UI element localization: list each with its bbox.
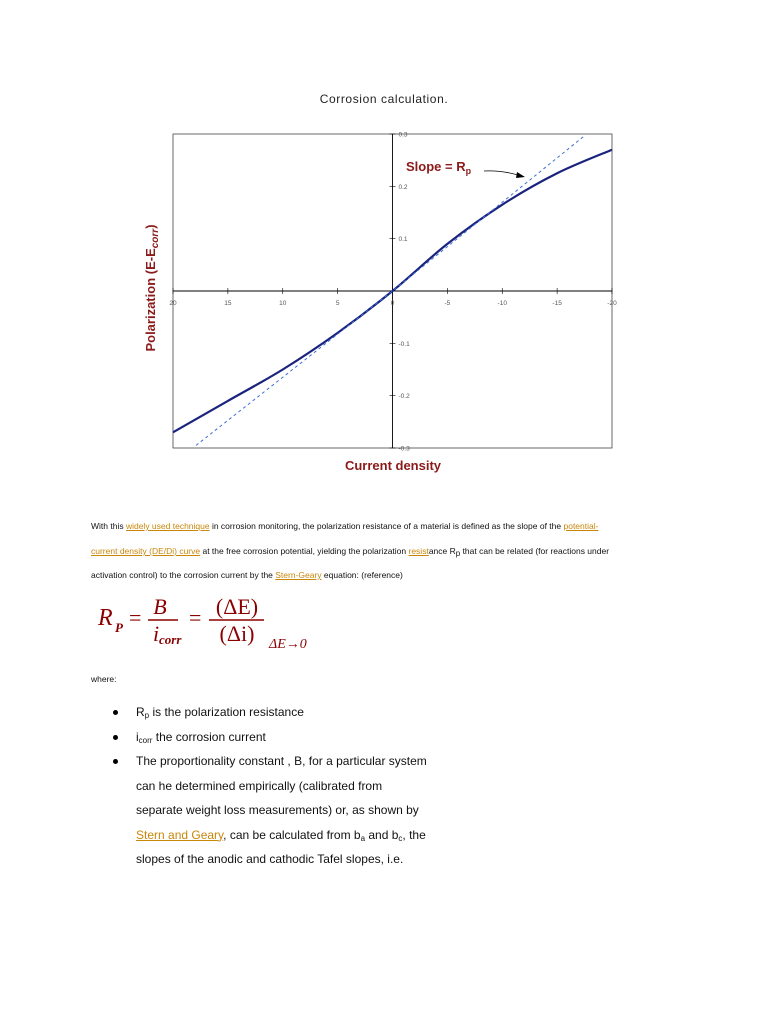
y-tick-label: -0.1 — [398, 340, 410, 348]
x-tick-label: 5 — [335, 300, 340, 307]
stern-and-geary-link[interactable]: Stern and Geary — [136, 827, 224, 842]
subscript: c — [398, 833, 403, 843]
x-tick-label: -10 — [497, 300, 507, 307]
where-label: where: — [91, 674, 117, 684]
svg-text:corr: corr — [159, 632, 182, 647]
bullet-dot — [113, 710, 118, 715]
paragraph-line-2 — [91, 538, 691, 565]
svg-text:=: = — [189, 605, 202, 630]
subscript: corr — [138, 735, 153, 745]
svg-text:B: B — [153, 594, 167, 619]
y-tick-label: -0.3 — [398, 445, 410, 453]
annotation-arrowhead — [516, 172, 525, 178]
list-item — [113, 700, 453, 725]
paragraph-line-1 — [91, 513, 691, 540]
y-axis-label: Polarization $(E-E_{corr})$ — [143, 224, 161, 352]
bullet-dot — [113, 735, 118, 740]
text-span: in corrosion monitoring, the polarization resistance of a material is defined as the slope of the — [209, 521, 564, 531]
subscript: p — [144, 711, 150, 720]
text-span: can he determined empirically (calibrated from — [136, 778, 383, 793]
slope-annotation: Slope = $R_p$ — [406, 159, 472, 176]
paragraph-line-3 — [91, 562, 691, 589]
x-tick-label: 0 — [390, 300, 395, 307]
text-span: With this — [91, 521, 126, 531]
text-span: is the polarization resistance — [149, 705, 304, 719]
svg-text:ΔE→0: ΔE→0 — [269, 637, 307, 652]
svg-text:(Δi): (Δi) — [219, 621, 255, 646]
text-span: , can be calculated from b — [223, 827, 361, 842]
potential-current-density-link-part1[interactable]: potential- — [563, 521, 599, 531]
svg-text:P: P — [115, 620, 123, 635]
svg-text:=: = — [129, 605, 142, 630]
text-span: The proportionality constant , B, for a particular system — [136, 754, 427, 768]
text-span: ance R — [428, 546, 456, 556]
y-tick-label: 0.1 — [398, 236, 408, 244]
x-tick-label: 10 — [279, 300, 287, 307]
svg-text:i: i — [153, 621, 160, 646]
text-span: R — [136, 705, 145, 719]
resistance-link[interactable]: resist — [408, 546, 429, 556]
text-span: i — [136, 729, 139, 744]
subscript: a — [360, 833, 366, 843]
stern-geary-link[interactable]: Stern-Geary — [275, 570, 322, 580]
y-tick-label: 0.3 — [398, 131, 408, 139]
x-axis-label: Current density — [344, 458, 442, 473]
text-span: at the free corrosion potential, yielding the polarization — [200, 546, 409, 556]
bullet-list — [113, 700, 453, 872]
subscript: p — [455, 549, 461, 558]
x-tick-label: 15 — [224, 300, 232, 307]
y-tick-label: 0.2 — [398, 183, 408, 191]
list-item — [113, 725, 453, 750]
text-span: and b — [365, 827, 399, 842]
svg-text:R: R — [98, 605, 113, 631]
text-span: activation control) to the corrosion current by the — [91, 570, 276, 580]
bullet-dot — [113, 759, 118, 764]
svg-text:(ΔE): (ΔE) — [215, 594, 259, 619]
text-span: separate weight loss measurements) or, as shown by — [136, 803, 419, 817]
x-tick-label: -15 — [552, 300, 562, 307]
page-title: Corrosion calculation. — [319, 92, 449, 106]
text-span: equation: (reference) — [321, 570, 403, 580]
y-tick-label: -0.2 — [398, 393, 410, 401]
list-item — [113, 749, 453, 872]
polarization-chart — [0, 0, 768, 490]
stern-geary-equation — [96, 594, 326, 654]
x-tick-label: -20 — [607, 300, 617, 307]
x-tick-label: -5 — [444, 300, 451, 307]
potential-current-density-link-part2[interactable]: current density (DE/Di) curve — [91, 546, 201, 556]
text-span: , the — [402, 827, 426, 842]
text-span: that can be related (for reactions under — [460, 546, 610, 556]
annotation-arrow — [484, 171, 521, 176]
widely-used-technique-link[interactable]: widely used technique — [125, 521, 210, 531]
text-span: slopes of the anodic and cathodic Tafel slopes, i.e. — [136, 852, 404, 866]
text-span: the corrosion current — [152, 729, 266, 744]
x-tick-label: 20 — [169, 300, 177, 307]
